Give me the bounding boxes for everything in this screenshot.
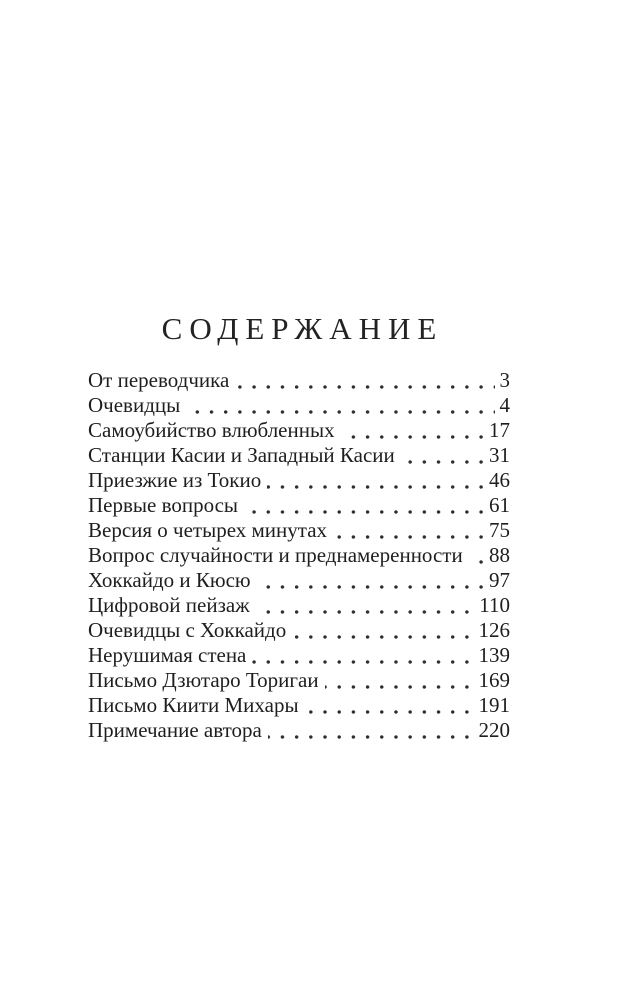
toc-entry-label: От переводчика <box>88 368 235 393</box>
toc-entry-page: 191 <box>474 693 511 718</box>
toc-entry-page: 31 <box>484 443 510 468</box>
toc-entry-page: 97 <box>484 568 510 593</box>
toc-entry <box>88 418 510 443</box>
toc-entry-page: 220 <box>474 718 511 743</box>
toc-entry-label: Станции Касии и Западный Касии <box>88 443 401 468</box>
toc-entry <box>88 543 510 568</box>
toc-entry-page: 3 <box>495 368 511 393</box>
toc-entry <box>88 493 510 518</box>
toc-list <box>88 368 510 743</box>
toc-entry-label: Очевидцы <box>88 393 186 418</box>
toc-entry-label: Приезжие из Токио <box>88 468 267 493</box>
toc-entry <box>88 593 510 618</box>
toc-entry <box>88 468 510 493</box>
toc-entry-label: Первые вопросы <box>88 493 244 518</box>
toc-entry-label: Вопрос случайности и преднамеренности <box>88 543 469 568</box>
toc-entry-label: Хоккайдо и Кюсю <box>88 568 257 593</box>
toc-entry <box>88 443 510 468</box>
toc-entry-page: 169 <box>474 668 511 693</box>
toc-entry <box>88 393 510 418</box>
toc-entry <box>88 693 510 718</box>
toc-title: СОДЕРЖАНИЕ <box>161 311 444 346</box>
toc-entry-label: Версия о четырех минутах <box>88 518 333 543</box>
toc-entry-page: 88 <box>484 543 510 568</box>
toc-entry-page: 75 <box>484 518 510 543</box>
toc-entry-label: Самоубийство влюбленных <box>88 418 341 443</box>
toc-entry <box>88 618 510 643</box>
toc-entry-page: 17 <box>484 418 510 443</box>
toc-entry <box>88 643 510 668</box>
toc-entry-page: 139 <box>474 643 511 668</box>
toc-entry <box>88 568 510 593</box>
toc-entry-page: 4 <box>495 393 511 418</box>
toc-entry-page: 110 <box>474 593 510 618</box>
toc-entry-page: 126 <box>474 618 511 643</box>
toc-entry-label: Нерушимая стена <box>88 643 252 668</box>
toc-entry <box>88 668 510 693</box>
toc-entry-label: Письмо Киити Михары <box>88 693 305 718</box>
table-of-contents <box>88 311 510 743</box>
toc-entry <box>88 718 510 743</box>
toc-entry-page: 61 <box>484 493 510 518</box>
toc-entry-label: Примечание автора <box>88 718 268 743</box>
toc-entry-label: Цифровой пейзаж <box>88 593 256 618</box>
toc-entry-label: Письмо Дзютаро Торигаи <box>88 668 325 693</box>
toc-entry <box>88 368 510 393</box>
toc-entry-label: Очевидцы с Хоккайдо <box>88 618 292 643</box>
toc-entry <box>88 518 510 543</box>
toc-entry-page: 46 <box>484 468 510 493</box>
